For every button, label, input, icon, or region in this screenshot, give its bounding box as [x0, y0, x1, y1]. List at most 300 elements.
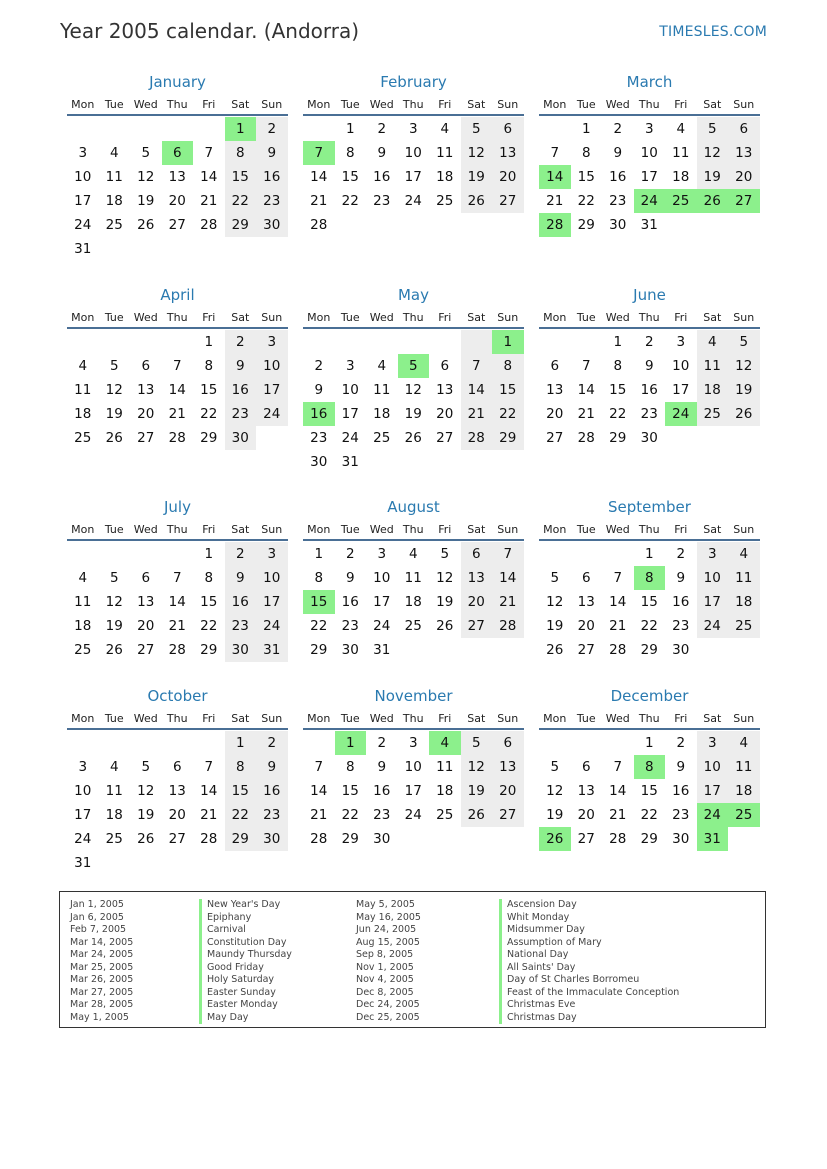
day-cell: 23 — [225, 402, 257, 426]
day-cell: 5 — [141, 145, 151, 161]
day-cell: 12 — [728, 354, 760, 378]
day-cell: 23 — [373, 807, 391, 823]
weekday-label: Wed — [369, 712, 394, 725]
weekday-label: Sat — [467, 98, 486, 111]
day-cell: 1 — [581, 121, 591, 137]
day-cell: 26 — [728, 402, 760, 426]
day-cell: 2 — [256, 117, 288, 141]
holiday-date: Mar 24, 2005 — [70, 949, 134, 960]
day-cell: 9 — [314, 382, 324, 398]
day-cell: 22 — [492, 402, 524, 426]
day-cell: 13 — [546, 382, 564, 398]
day-cell: 26 — [697, 189, 729, 213]
holiday-date: Mar 25, 2005 — [70, 961, 134, 973]
day-cell: 9 — [225, 566, 257, 590]
day-cell: 28 — [168, 430, 186, 446]
day-cell: 28 — [609, 831, 627, 847]
weekday-label: Thu — [402, 311, 424, 324]
day-cell: 22 — [640, 807, 658, 823]
day-cell: 19 — [137, 193, 155, 209]
day-cell: 8 — [204, 358, 214, 374]
day-cell: 21 — [310, 193, 328, 209]
day-cell: 26 — [539, 827, 571, 851]
day-cell: 7 — [613, 759, 623, 775]
holiday-date: Mar 28, 2005 — [70, 999, 134, 1010]
day-cell: 8 — [225, 755, 257, 779]
day-cell: 6 — [728, 117, 760, 141]
day-cell: 15 — [200, 594, 218, 610]
day-cell: 30 — [609, 217, 627, 233]
day-cell: 6 — [162, 141, 194, 165]
day-cell: 10 — [672, 358, 690, 374]
day-cell: 10 — [74, 783, 92, 799]
day-cell: 26 — [137, 831, 155, 847]
weekday-label: Tue — [104, 311, 124, 324]
day-cell: 3 — [676, 334, 686, 350]
holiday-date: Mar 14, 2005 — [70, 936, 134, 948]
day-cell: 31 — [373, 642, 391, 658]
day-cell: 10 — [640, 145, 658, 161]
holiday-date: Aug 15, 2005 — [356, 936, 420, 948]
day-cell: 15 — [225, 779, 257, 803]
day-cell: 18 — [74, 406, 92, 422]
day-cell: 24 — [697, 614, 729, 638]
day-cell: 9 — [345, 570, 355, 586]
weekday-header — [539, 97, 760, 113]
day-cell: 13 — [436, 382, 454, 398]
day-cell: 27 — [577, 831, 595, 847]
holiday-name: Epiphany — [199, 912, 292, 925]
day-cell: 7 — [172, 570, 182, 586]
weekday-label: Sun — [497, 98, 519, 111]
day-cell: 1 — [204, 334, 214, 350]
month-title: October — [147, 687, 208, 705]
holiday-date: Sep 8, 2005 — [356, 949, 414, 960]
day-cell: 6 — [461, 542, 493, 566]
day-cell: 21 — [546, 193, 564, 209]
day-cell: 12 — [461, 755, 493, 779]
day-cell: 22 — [640, 618, 658, 634]
weekday-label: Sat — [231, 311, 250, 324]
day-cell: 9 — [377, 759, 387, 775]
day-cell: 7 — [204, 145, 214, 161]
day-cell: 11 — [436, 145, 454, 161]
weekday-label: Tue — [104, 523, 124, 536]
day-cell: 13 — [492, 755, 524, 779]
weekday-header — [303, 97, 524, 113]
day-cell: 14 — [577, 382, 595, 398]
day-cell: 24 — [665, 402, 697, 426]
page-title: Year 2005 calendar. (Andorra) — [60, 19, 360, 43]
month-title: August — [387, 498, 440, 516]
day-cell: 16 — [373, 169, 391, 185]
day-cell: 11 — [105, 783, 123, 799]
day-cell: 4 — [728, 731, 760, 755]
holiday-name: Good Friday — [199, 962, 292, 975]
day-cell: 28 — [200, 831, 218, 847]
weekday-label: Tue — [340, 311, 360, 324]
day-cell: 1 — [225, 731, 257, 755]
day-cell: 26 — [137, 217, 155, 233]
day-cell: 24 — [404, 193, 422, 209]
day-cell: 21 — [200, 807, 218, 823]
day-cell: 25 — [74, 642, 92, 658]
day-cell: 7 — [550, 145, 560, 161]
weekday-label: Wed — [133, 712, 158, 725]
day-cell: 19 — [137, 807, 155, 823]
day-cell: 23 — [256, 189, 288, 213]
day-cell: 19 — [546, 807, 564, 823]
weekday-label: Thu — [166, 311, 188, 324]
weekday-label: Sat — [467, 712, 486, 725]
weekday-header — [303, 310, 524, 326]
weekday-label: Sat — [231, 712, 250, 725]
day-cell: 21 — [577, 406, 595, 422]
day-cell: 6 — [141, 358, 151, 374]
day-cell: 23 — [373, 193, 391, 209]
weekday-label: Sun — [497, 712, 519, 725]
day-cell: 29 — [200, 642, 218, 658]
day-cell: 1 — [314, 546, 324, 562]
day-cell: 15 — [341, 783, 359, 799]
weekday-label: Tue — [576, 98, 596, 111]
empty-weekend-cell — [461, 330, 493, 354]
holiday-name: New Year's Day — [199, 899, 292, 912]
day-cell: 22 — [341, 193, 359, 209]
day-cell: 16 — [672, 783, 690, 799]
holiday-date: Jan 6, 2005 — [70, 911, 124, 923]
holiday-date: May 5, 2005 — [356, 899, 415, 910]
day-cell: 9 — [676, 759, 686, 775]
day-cell: 16 — [640, 382, 658, 398]
day-cell: 13 — [577, 594, 595, 610]
day-cell: 9 — [676, 570, 686, 586]
weekday-label: Mon — [71, 311, 95, 324]
day-cell: 4 — [377, 358, 387, 374]
day-cell: 1 — [644, 546, 654, 562]
day-cell: 7 — [204, 759, 214, 775]
day-cell: 16 — [256, 165, 288, 189]
day-cell: 29 — [492, 426, 524, 450]
day-cell: 29 — [310, 642, 328, 658]
day-cell: 10 — [341, 382, 359, 398]
holiday-name: Day of St Charles Borromeu — [499, 974, 679, 987]
day-cell: 26 — [436, 618, 454, 634]
day-cell: 18 — [672, 169, 690, 185]
day-cell: 9 — [613, 145, 623, 161]
day-cell: 10 — [404, 145, 422, 161]
holiday-name: Christmas Eve — [499, 999, 679, 1012]
weekday-label: Thu — [638, 523, 660, 536]
weekday-label: Tue — [576, 712, 596, 725]
day-cell: 2 — [345, 546, 355, 562]
day-cell: 30 — [225, 638, 257, 662]
day-cell: 19 — [461, 779, 493, 803]
day-cell: 29 — [609, 430, 627, 446]
weekday-label: Wed — [133, 98, 158, 111]
holiday-name: Easter Sunday — [199, 987, 292, 1000]
weekday-label: Fri — [202, 712, 216, 725]
header-rule — [67, 114, 288, 116]
month-title: June — [633, 286, 666, 304]
day-cell: 23 — [609, 193, 627, 209]
day-cell: 7 — [172, 358, 182, 374]
day-cell: 16 — [225, 378, 257, 402]
weekday-label: Wed — [369, 311, 394, 324]
day-cell: 18 — [436, 783, 454, 799]
weekday-label: Fri — [674, 712, 688, 725]
brand-link[interactable]: TIMESLES.COM — [659, 24, 767, 40]
day-cell: 1 — [644, 735, 654, 751]
weekday-label: Wed — [133, 523, 158, 536]
day-cell: 23 — [310, 430, 328, 446]
holiday-name: Christmas Day — [499, 1012, 679, 1025]
day-cell: 27 — [492, 189, 524, 213]
day-cell: 1 — [225, 117, 257, 141]
day-cell: 31 — [256, 638, 288, 662]
header-rule — [67, 327, 288, 329]
day-cell: 28 — [310, 217, 328, 233]
day-cell: 28 — [310, 831, 328, 847]
day-cell: 8 — [581, 145, 591, 161]
day-cell: 4 — [676, 121, 686, 137]
day-cell: 27 — [461, 614, 493, 638]
day-cell: 4 — [697, 330, 729, 354]
day-cell: 6 — [550, 358, 560, 374]
day-cell: 15 — [225, 165, 257, 189]
day-cell: 3 — [408, 121, 418, 137]
day-cell: 12 — [546, 594, 564, 610]
month-title: September — [608, 498, 691, 516]
weekday-header — [303, 711, 524, 727]
day-cell: 24 — [373, 618, 391, 634]
day-cell: 20 — [577, 807, 595, 823]
day-cell: 12 — [546, 783, 564, 799]
day-cell: 12 — [697, 141, 729, 165]
day-cell: 3 — [408, 735, 418, 751]
day-cell: 8 — [345, 145, 355, 161]
day-cell: 23 — [672, 807, 690, 823]
weekday-label: Mon — [543, 523, 567, 536]
weekday-label: Sat — [467, 311, 486, 324]
header-rule — [67, 539, 288, 541]
day-cell: 20 — [492, 779, 524, 803]
day-cell: 18 — [74, 618, 92, 634]
day-cell: 15 — [341, 169, 359, 185]
weekday-label: Fri — [674, 98, 688, 111]
holiday-date: May 1, 2005 — [70, 1011, 129, 1023]
day-cell: 26 — [546, 642, 564, 658]
day-cell: 3 — [345, 358, 355, 374]
month-title: December — [610, 687, 689, 705]
day-cell: 8 — [634, 566, 666, 590]
day-cell: 19 — [546, 618, 564, 634]
weekday-label: Sun — [733, 523, 755, 536]
day-cell: 24 — [634, 189, 666, 213]
day-cell: 12 — [105, 382, 123, 398]
day-cell: 31 — [74, 241, 92, 257]
day-cell: 13 — [461, 566, 493, 590]
day-cell: 26 — [105, 642, 123, 658]
day-cell: 25 — [665, 189, 697, 213]
holiday-date: Feb 7, 2005 — [70, 924, 127, 935]
day-cell: 20 — [168, 193, 186, 209]
weekday-label: Sat — [703, 98, 722, 111]
day-cell: 10 — [74, 169, 92, 185]
day-cell: 15 — [640, 594, 658, 610]
day-cell: 14 — [200, 169, 218, 185]
weekday-label: Mon — [307, 523, 331, 536]
month-title: April — [160, 286, 195, 304]
holiday-name: Carnival — [199, 924, 292, 937]
day-cell: 21 — [310, 807, 328, 823]
day-cell: 11 — [404, 570, 422, 586]
header-rule — [539, 539, 760, 541]
day-cell: 1 — [613, 334, 623, 350]
day-cell: 3 — [697, 542, 729, 566]
day-cell: 4 — [429, 731, 461, 755]
day-cell: 22 — [577, 193, 595, 209]
day-cell: 20 — [168, 807, 186, 823]
day-cell: 12 — [461, 141, 493, 165]
holiday-date: Nov 4, 2005 — [356, 974, 414, 985]
day-cell: 21 — [168, 618, 186, 634]
weekday-label: Sun — [497, 523, 519, 536]
day-cell: 7 — [613, 570, 623, 586]
day-cell: 20 — [436, 406, 454, 422]
day-cell: 27 — [168, 217, 186, 233]
header-rule — [303, 327, 524, 329]
day-cell: 6 — [581, 759, 591, 775]
holiday-list — [59, 891, 766, 1028]
month-title: May — [397, 286, 429, 304]
weekday-header — [539, 310, 760, 326]
weekday-label: Tue — [340, 98, 360, 111]
day-cell: 9 — [377, 145, 387, 161]
day-cell: 21 — [609, 807, 627, 823]
day-cell: 7 — [303, 141, 335, 165]
day-cell: 13 — [728, 141, 760, 165]
day-cell: 4 — [78, 358, 88, 374]
weekday-label: Sat — [231, 98, 250, 111]
day-cell: 1 — [204, 546, 214, 562]
day-cell: 2 — [377, 735, 387, 751]
day-cell: 27 — [137, 642, 155, 658]
day-cell: 17 — [341, 406, 359, 422]
day-cell: 21 — [492, 590, 524, 614]
day-cell: 6 — [492, 731, 524, 755]
day-cell: 17 — [697, 590, 729, 614]
day-cell: 4 — [728, 542, 760, 566]
holiday-date: Mar 27, 2005 — [70, 986, 134, 998]
day-cell: 29 — [341, 831, 359, 847]
day-cell: 17 — [256, 590, 288, 614]
day-cell: 19 — [404, 406, 422, 422]
day-cell: 19 — [697, 165, 729, 189]
weekday-label: Thu — [638, 98, 660, 111]
day-cell: 9 — [225, 354, 257, 378]
day-cell: 22 — [310, 618, 328, 634]
day-cell: 20 — [137, 618, 155, 634]
day-cell: 9 — [644, 358, 654, 374]
day-cell: 25 — [105, 217, 123, 233]
day-cell: 25 — [728, 614, 760, 638]
day-cell: 16 — [672, 594, 690, 610]
day-cell: 16 — [341, 594, 359, 610]
day-cell: 9 — [256, 755, 288, 779]
weekday-label: Fri — [438, 311, 452, 324]
weekday-label: Thu — [166, 712, 188, 725]
day-cell: 8 — [634, 755, 666, 779]
day-cell: 13 — [168, 169, 186, 185]
day-cell: 30 — [225, 426, 257, 450]
day-cell: 28 — [492, 614, 524, 638]
day-cell: 4 — [440, 121, 450, 137]
weekday-label: Tue — [576, 523, 596, 536]
day-cell: 11 — [74, 382, 92, 398]
day-cell: 3 — [78, 145, 88, 161]
day-cell: 19 — [105, 406, 123, 422]
weekday-label: Wed — [369, 523, 394, 536]
day-cell: 23 — [256, 803, 288, 827]
day-cell: 11 — [697, 354, 729, 378]
day-cell: 12 — [137, 169, 155, 185]
day-cell: 6 — [172, 759, 182, 775]
day-cell: 20 — [728, 165, 760, 189]
day-cell: 12 — [404, 382, 422, 398]
weekday-label: Sun — [261, 311, 283, 324]
day-cell: 5 — [141, 759, 151, 775]
day-cell: 14 — [168, 382, 186, 398]
day-cell: 5 — [697, 117, 729, 141]
day-cell: 5 — [109, 358, 119, 374]
day-cell: 20 — [546, 406, 564, 422]
weekday-label: Fri — [438, 712, 452, 725]
day-cell: 4 — [109, 145, 119, 161]
day-cell: 18 — [404, 594, 422, 610]
holiday-dates-right — [356, 899, 421, 1024]
day-cell: 3 — [256, 330, 288, 354]
day-cell: 20 — [577, 618, 595, 634]
day-cell: 16 — [303, 402, 335, 426]
day-cell: 21 — [461, 402, 493, 426]
day-cell: 11 — [728, 566, 760, 590]
weekday-label: Sun — [733, 311, 755, 324]
day-cell: 22 — [225, 803, 257, 827]
day-cell: 18 — [436, 169, 454, 185]
weekday-label: Sun — [261, 712, 283, 725]
day-cell: 2 — [613, 121, 623, 137]
holiday-name: Assumption of Mary — [499, 937, 679, 950]
day-cell: 22 — [225, 189, 257, 213]
header-rule — [303, 539, 524, 541]
day-cell: 2 — [644, 334, 654, 350]
day-cell: 6 — [492, 117, 524, 141]
day-cell: 27 — [728, 189, 760, 213]
day-cell: 29 — [577, 217, 595, 233]
header-rule — [303, 728, 524, 730]
day-cell: 13 — [137, 382, 155, 398]
day-cell: 7 — [581, 358, 591, 374]
weekday-label: Mon — [71, 523, 95, 536]
holiday-name: All Saints' Day — [499, 962, 679, 975]
day-cell: 10 — [373, 570, 391, 586]
day-cell: 20 — [492, 165, 524, 189]
day-cell: 25 — [436, 807, 454, 823]
day-cell: 30 — [310, 454, 328, 470]
weekday-label: Wed — [605, 98, 630, 111]
day-cell: 10 — [404, 759, 422, 775]
